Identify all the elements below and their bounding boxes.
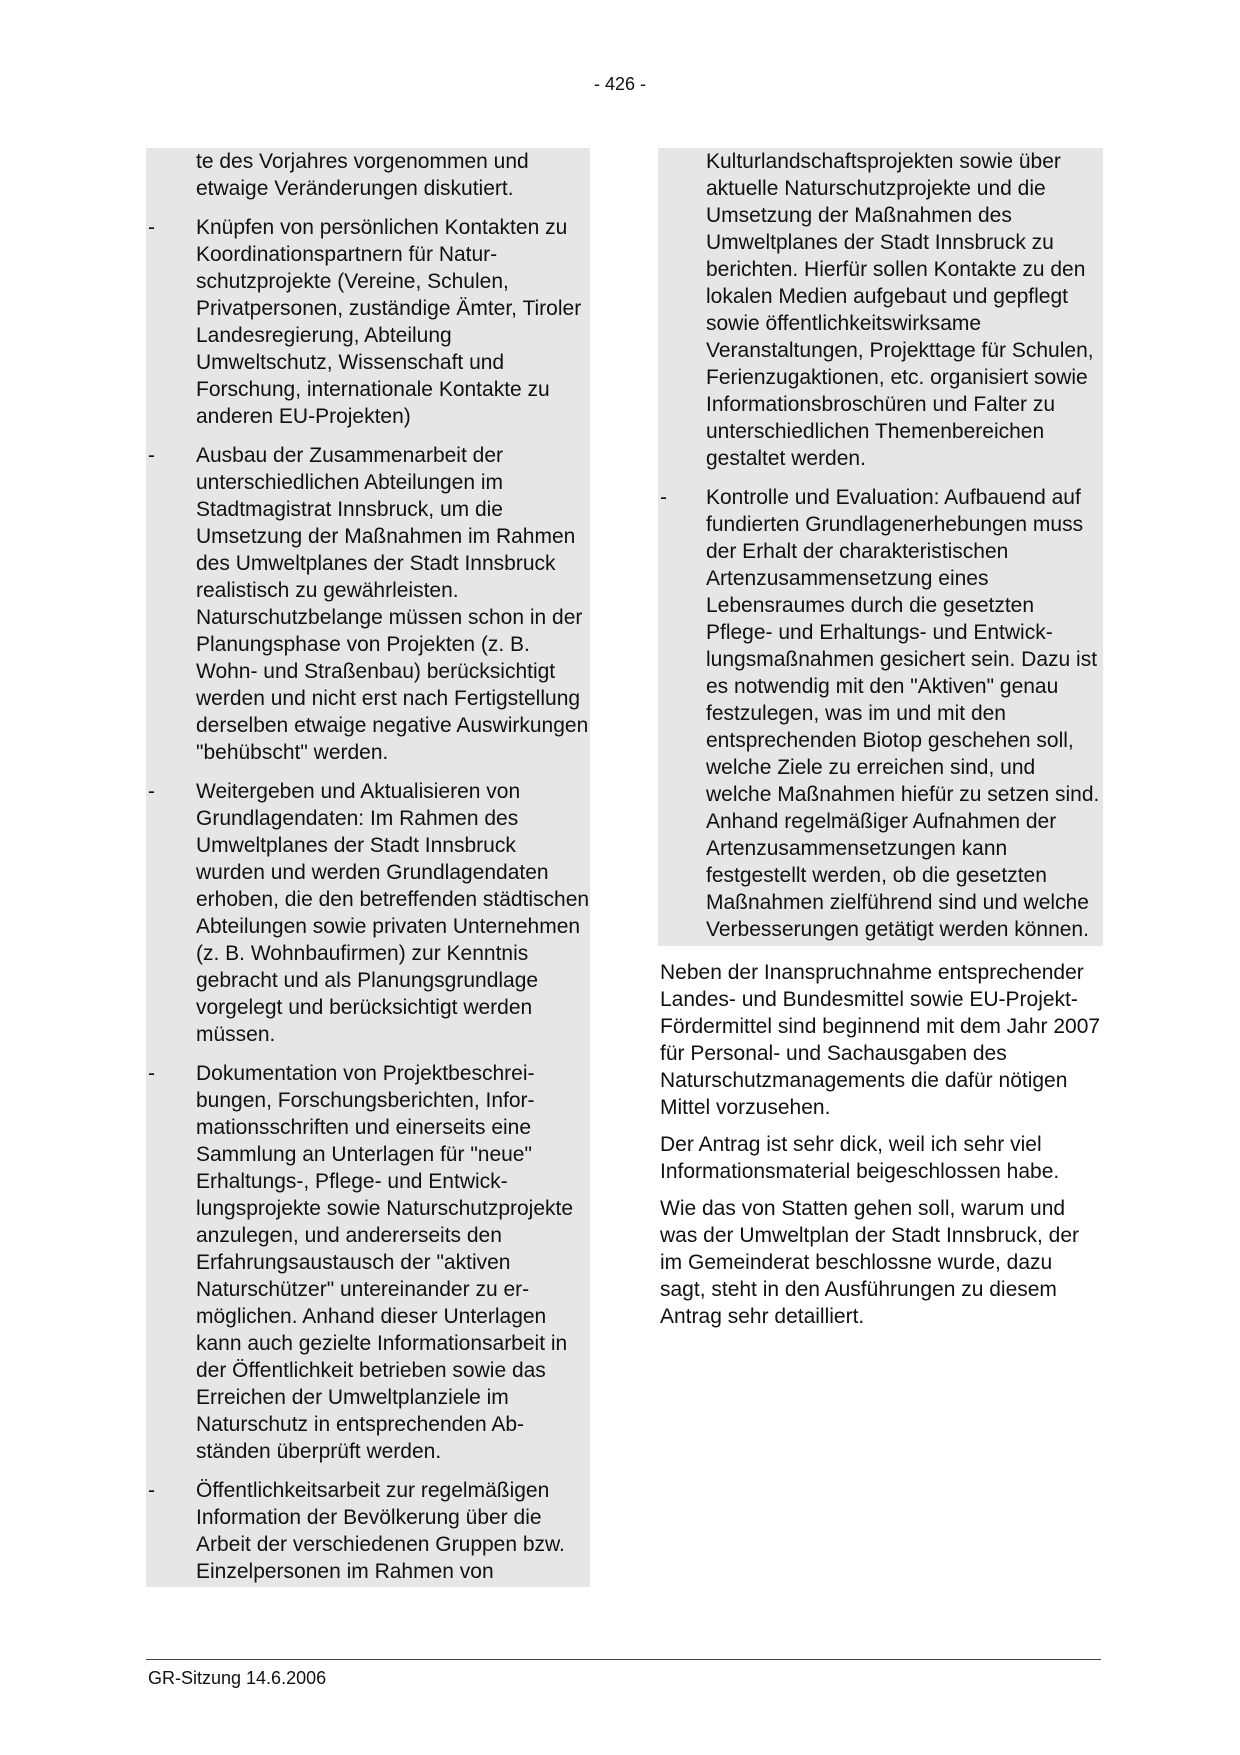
bullet-dash: - [148,444,155,467]
body-paragraph: Wie das von Statten gehen soll, warum und was der Umweltplan der Stadt Innsbruck, der im Gemeinderat beschlossne wurde, dazu sagt, steht in den Ausführungen zu diesem Antrag sehr detailliert. [660,1197,1080,1328]
list-item [146,214,590,430]
list-item-text: Knüpfen von persönlichen Kontakten zu Koordinationspartnern für Naturschutzprojekte (Vereine, Schulen, Privatpersonen, zuständige Ämter, Tiroler Landesregierung, Abteilung Umweltschutz, Wissenschaft und Forschung, internationale Kontakte zu anderen EU-Projekten) [196,216,582,428]
bullet-dash: - [148,216,155,239]
footer-session-label: GR-Sitzung 14.6.2006 [148,1668,327,1688]
left-quoted-block [146,148,590,1587]
list-item [146,1060,590,1465]
body-paragraph: Neben der Inanspruchnahme entsprechender Landes- und Bundesmittel sowie EU-Projekt-Fördermittel sind beginnend mit dem Jahr 2007 für Personal- und Sachausgaben des Naturschutzmanagements die dafür nötigen Mittel vorzusehen. [660,961,1101,1119]
list-item-text: Öffentlichkeitsarbeit zur regelmäßigen Information der Bevölkerung über die Arbeit der verschiedenen Gruppen bzw. Einzelpersonen im Rahmen von [196,1479,565,1583]
bullet-dash: - [660,486,667,509]
page-number: - 426 - [593,74,647,94]
bullet-dash: - [148,1479,155,1502]
body-paragraph: Der Antrag ist sehr dick, weil ich sehr viel Informationsmaterial beigeschlossen habe. [660,1133,1060,1183]
list-item-text: Dokumentation von Projektbeschreibungen, Forschungsberichten, Informationsschriften und einerseits eine Sammlung an Unterlagen für "neue" Erhaltungs-, Pflege- und Entwicklungsprojekte sowie Naturschutzprojekte anzulegen, und andererseits den Erfahrungsaustausch der "aktiven Naturschützer" untereinander zu ermöglichen. Anhand dieser Unterlagen kann auch gezielte Informationsarbeit in der Öffentlichkeit betrieben sowie das Erreichen der Umweltplanziele im Naturschutz in entsprechenden Abständen überprüft werden. [196,1062,574,1463]
left-continuation-text: te des Vorjahres vorgenommen und etwaige Veränderungen diskutiert. [196,150,529,200]
list-item-text: Ausbau der Zusammenarbeit der unterschiedlichen Abteilungen im Stadtmagistrat Innsbruck, um die Umsetzung der Maßnahmen im Rahmen des Umweltplanes der Stadt Innsbruck realistisch zu gewährleisten. Naturschutzbelange müssen schon in der Planungsphase von Projekten (z. B. Wohn- und Straßenbau) berücksichtigt werden und nicht erst nach Fertigstellung derselben etwaige negative Auswirkungen "behübscht" werden. [196,444,589,764]
list-item [146,1477,590,1585]
left-column [146,148,590,1587]
right-quoted-block [658,148,1103,946]
list-item [146,778,590,1048]
footer-divider [146,1659,1101,1660]
bullet-dash: - [148,780,155,803]
right-continuation-text: Kulturlandschaftsprojekten sowie über aktuelle Naturschutzprojekte und die Umsetzung der Maßnahmen des Umweltplanes der Stadt Innsbruck zu berichten. Hierfür sollen Kontakte zu den lokalen Medien aufgebaut und gepflegt sowie öffentlichkeitswirksame Veranstaltungen, Projekttage für Schulen, Ferienzugaktionen, etc. organisiert sowie Informationsbroschüren und Falter zu unterschiedlichen Themenbereichen gestaltet werden. [706,150,1094,470]
list-item-text: Kontrolle und Evaluation: Aufbauend auf fundierten Grundlagenerhebungen muss der Erhalt der charakteristischen Artenzusammensetzung eines Lebensraumes durch die gesetzten Pflege- und Erhaltungs- und Entwicklungsmaßnahmen gesichert sein. Dazu ist es notwendig mit den "Aktiven" genau festzulegen, was im und mit den entsprechenden Biotop geschehen soll, welche Ziele zu erreichen sind, und welche Maßnahmen hiefür zu setzen sind. Anhand regelmäßiger Aufnahmen der Artenzusammensetzungen kann festgestellt werden, ob die gesetzten Maßnahmen zielführend sind und welche Verbesserungen getätigt werden können. [706,486,1100,941]
list-item [146,442,590,766]
right-column [658,148,1103,1330]
list-item [658,484,1103,943]
bullet-dash: - [148,1062,155,1085]
list-item-text: Weitergeben und Aktualisieren von Grundlagendaten: Im Rahmen des Umweltplanes der Stadt Innsbruck wurden und werden Grundlagendaten erhoben, die den betreffenden städtischen Abteilungen sowie privaten Unternehmen (z. B. Wohnbaufirmen) zur Kenntnis gebracht und als Planungsgrundlage vorgelegt und berücksichtigt werden müssen. [196,780,590,1046]
